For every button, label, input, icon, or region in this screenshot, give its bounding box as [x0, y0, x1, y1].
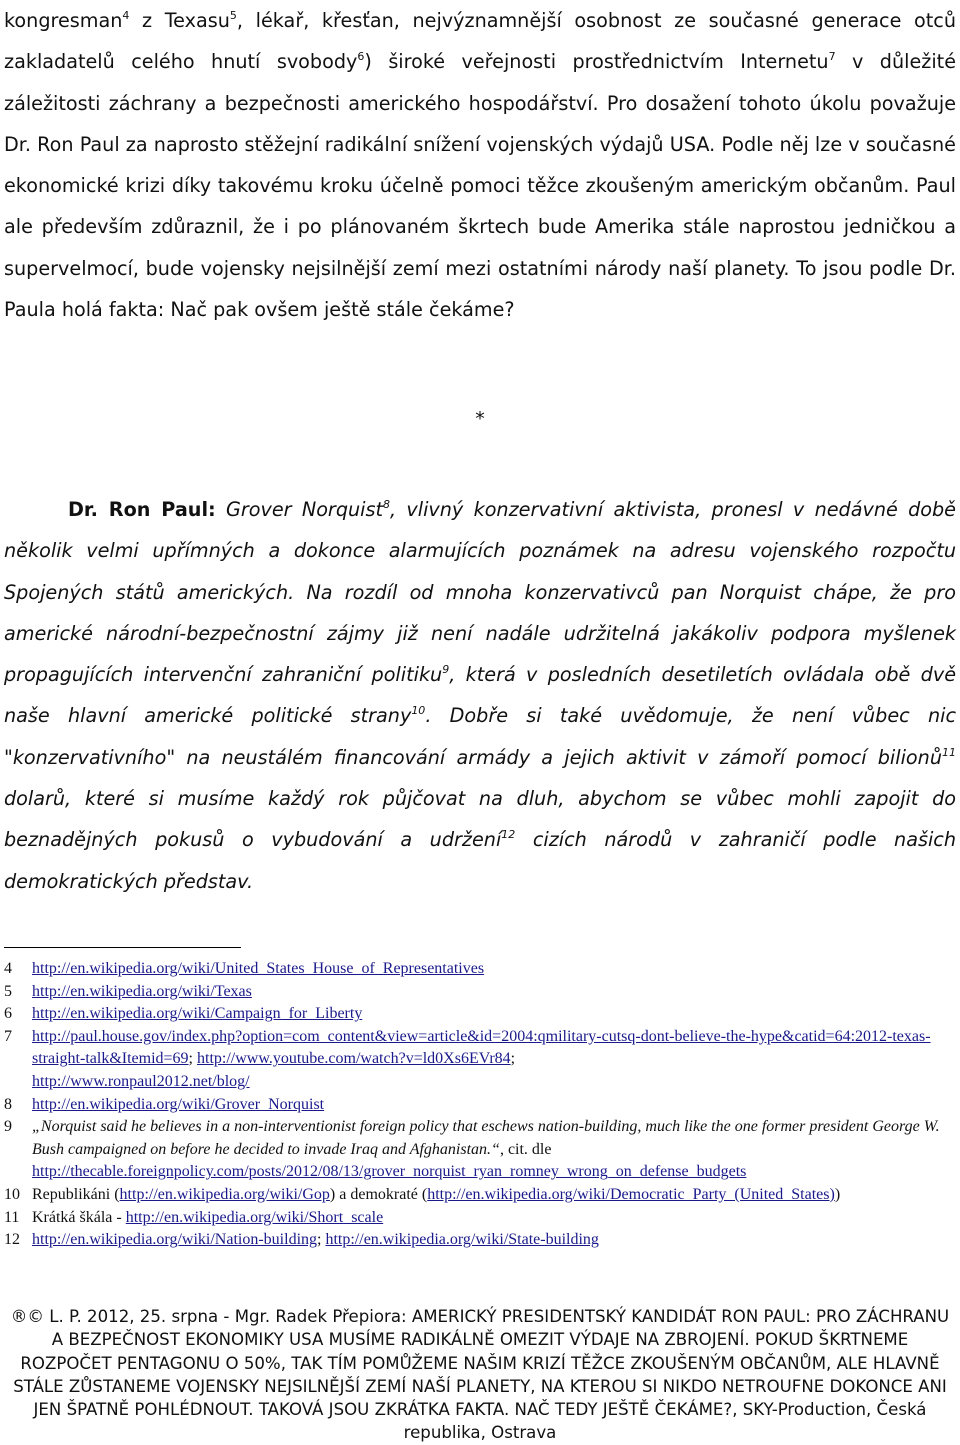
footnote-ref-8[interactable]: 8: [383, 497, 391, 511]
text-run: v důležité záležitosti záchrany a bezpečnosti amerického hospodářství. Pro dosažení tohoto úkolu považuje Dr. Ron Paul za naprosto stěžejní radikální snížení vojenských výdajů USA. Podle něj lze v současné ekonomické krizi díky takovému kroku účelně pomoci těžce zkoušeným americkým občanům. Paul ale především zdůraznil, že i po plánovaném škrtech bude Amerika stále naprostou jedničkou a supervelmocí, bude vojensky nejsilnější zemí mezi ostatními národy naší planety. To jsou podle Dr. Paula holá fakta: Nač pak ovšem ještě stále čekáme?: [4, 50, 957, 322]
footnote-number: 6: [4, 1005, 12, 1023]
footnote-link[interactable]: http://en.wikipedia.org/wiki/State-building: [325, 1231, 599, 1249]
page-footer: ®© L. P. 2012, 25. srpna - Mgr. Radek Přepiora: AMERICKÝ PRESIDENTSKÝ KANDIDÁT RON PAUL: PRO ZÁCHRANU A BEZPEČNOST EKONOMIKY USA MUSÍME RADIKÁLNĚ OMEZIT VÝDAJE NA ZBROJENÍ. POKUD ŠKRTNEME ROZPOČET PENTAGONU O 50%, TAK TÍM POMŮŽEME NAŠIM KRIZÍ TĚŽCE ZKOUŠENÝM OBČANŮM, ALE HLAVNĚ STÁLE ZŮSTANEME VOJENSKY NEJSILNĚJŠÍ ZEMÍ NAŠÍ PLANETY, NA KTEROU SI NIKDO NETROUFNE DOKONCE ANI JEN ŠPATNĚ POHLÉDNOUT. TAKOVÁ JSOU ZKRÁTKA FAKTA. NAČ TEDY JEŠTĚ ČEKÁME?, SKY-Production, Česká republika, Ostrava: [10, 1307, 950, 1443]
footnote-link[interactable]: http://www.youtube.com/watch?v=ld0Xs6EVr84: [197, 1050, 511, 1068]
footnote-text: Krátká škála -: [32, 1208, 126, 1226]
footnote-6: [4, 1003, 956, 1026]
footnote-number: 12: [4, 1231, 20, 1249]
body-paragraph-1: [4, 0, 956, 330]
footnote-ref-12[interactable]: 12: [501, 828, 516, 842]
separator-text: ;: [188, 1050, 197, 1068]
body-paragraph-2: [4, 489, 956, 902]
text-run: ) široké veřejnosti prostřednictvím Internetu: [364, 50, 829, 74]
footnote-link[interactable]: http://en.wikipedia.org/wiki/Democratic_Party_(United_States): [427, 1185, 835, 1203]
footnote-link[interactable]: http://paul.house.gov/index.php?option=com_content&view=article&id=2004:qmilitary-cutsq-dont-believe-the-hype&catid=64:2012-texas-straight-talk&Itemid=69: [32, 1027, 931, 1068]
footnote-text: ) a demokraté (: [329, 1185, 428, 1203]
footnote-number: 5: [4, 982, 12, 1000]
text-run: z Texasu: [129, 9, 230, 32]
footnote-link[interactable]: http://en.wikipedia.org/wiki/Nation-building: [32, 1231, 318, 1249]
footnote-ref-5[interactable]: 5: [229, 8, 237, 22]
footnote-link[interactable]: http://en.wikipedia.org/wiki/United_States_House_of_Representatives: [32, 960, 485, 977]
footnote-link[interactable]: http://en.wikipedia.org/wiki/Short_scale: [125, 1208, 384, 1226]
footnote-divider: [4, 947, 241, 948]
footnote-7: [4, 1026, 956, 1094]
footnote-11: [4, 1207, 956, 1230]
speaker-label: Dr. Ron Paul:: [68, 498, 216, 521]
footnote-5: [4, 981, 956, 1004]
footnote-link[interactable]: http://en.wikipedia.org/wiki/Grover_Norquist: [32, 1095, 325, 1113]
section-separator: *: [475, 408, 485, 430]
footnote-link[interactable]: http://www.ronpaul2012.net/blog/: [32, 1072, 250, 1090]
quote-run: , vlivný konzervativní aktivista, pronesl v nedávné době několik velmi upřímných a dokonce alarmujících poznámek na adresu vojenského rozpočtu Spojených států amerických. Na rozdíl od mnoha konzervativců pan Norquist chápe, že pro americké národní-bezpečnostní zájmy již není nadále udržitelná jakákoliv podpora myšlenek propagujících intervenční zahraniční politiku: [4, 498, 956, 687]
footnote-link[interactable]: http://en.wikipedia.org/wiki/Texas: [32, 982, 252, 1000]
footnote-ref-6[interactable]: 6: [357, 50, 365, 64]
footnote-8: [4, 1094, 956, 1117]
quote-run: Grover Norquist: [215, 498, 384, 521]
quote-run: dolarů, které si musíme každý rok půjčovat na dluh, abychom se vůbec mohli zapojit do beznadějných pokusů o vybudování a udržení: [4, 787, 956, 852]
footnote-9: [4, 1116, 956, 1184]
footnote-4: [4, 958, 956, 981]
footnote-ref-4[interactable]: 4: [122, 8, 130, 22]
quote-run: . Dobře si také uvědomuje, že není vůbec nic "konzervativního" na neustálém financování armády a jejich aktivit v zámoří pomocí bilionů: [4, 704, 956, 769]
footnotes: [4, 958, 956, 1252]
footnote-link[interactable]: http://thecable.foreignpolicy.com/posts/2012/08/13/grover_norquist_ryan_romney_wrong_on_defense_budgets: [32, 1163, 747, 1181]
footnote-quote: „Norquist said he believes in a non-interventionist foreign policy that eschews nation-building, much like the one former president George W. Bush campaigned on before he decided to invade Iraq and Afghanistan.“: [32, 1118, 940, 1158]
citation-text: , cit. dle: [499, 1140, 552, 1158]
quote-run: cizích národů v zahraničí podle našich demokratických představ.: [4, 828, 957, 893]
footnote-text: ): [834, 1185, 841, 1203]
footnote-text: Republikáni (: [32, 1185, 120, 1203]
footnote-link[interactable]: http://en.wikipedia.org/wiki/Gop: [119, 1185, 330, 1203]
footnote-ref-7[interactable]: 7: [828, 50, 836, 64]
footnote-12: [4, 1229, 956, 1252]
footnote-ref-9[interactable]: 9: [442, 662, 450, 676]
text-run: kongresman: [4, 9, 123, 32]
footnote-number: 10: [4, 1185, 20, 1203]
footnote-number: 8: [4, 1095, 12, 1113]
text-run: , lékař, křesťan, nejvýznamnější osobnost ze současné generace otců zakladatelů celého hnutí svobody: [4, 9, 956, 74]
footnote-number: 4: [4, 960, 12, 977]
footnote-10: [4, 1184, 956, 1207]
separator-text: ;: [510, 1050, 516, 1068]
footnote-number: 11: [4, 1208, 20, 1226]
footnote-link[interactable]: http://en.wikipedia.org/wiki/Campaign_for_Liberty: [32, 1005, 363, 1023]
footnote-ref-10[interactable]: 10: [411, 704, 426, 718]
footnote-ref-11[interactable]: 11: [942, 745, 956, 759]
footnote-number: 7: [4, 1027, 12, 1045]
footnote-number: 9: [4, 1118, 12, 1136]
quote-run: , která v posledních desetiletích ovládala obě dvě naše hlavní americké politické strany: [4, 663, 957, 728]
separator-text: ;: [317, 1231, 326, 1249]
